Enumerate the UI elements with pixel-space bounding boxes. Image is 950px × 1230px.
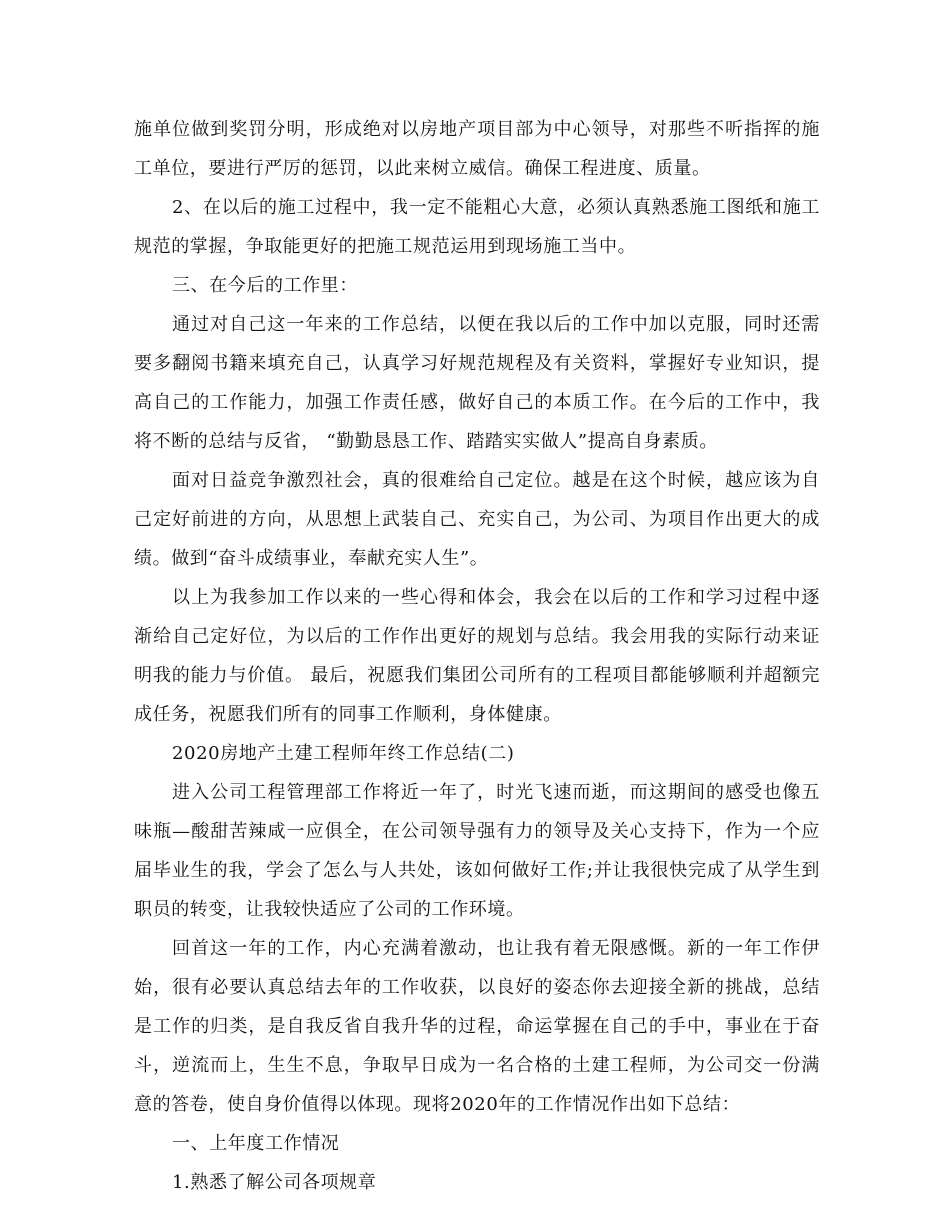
paragraph-2: 2、在以后的施工过程中，我一定不能粗心大意，必须认真熟悉施工图纸和施工规范的掌握，争取能更好的把施工规范运用到现场施工当中。: [134, 197, 820, 257]
paragraph-8: 进入公司工程管理部工作将近一年了，时光飞速而逝，而这期间的感受也像五味瓶—酸甜苦辣咸一应俱全，在公司领导强有力的领导及关心支持下，作为一个应届毕业生的我，学会了怎么与人共处，该如何做好工作;并让我很快完成了从学生到职员的转变，让我较快适应了公司的工作环境。: [134, 782, 820, 920]
paragraph-6: 以上为我参加工作以来的一些心得和体会，我会在以后的工作和学习过程中逐渐给自己定好位，为以后的工作作出更好的规划与总结。我会用我的实际行动来证明我的能力与价值。 最后，祝愿我们集团公司所有的工程项目都能够顺利并超额完成任务，祝愿我们所有的同事工作顺利，身体健康。: [134, 587, 820, 725]
document-body: [134, 110, 820, 1202]
paragraph-9: 回首这一年的工作，内心充满着激动，也让我有着无限感慨。新的一年工作伊始，很有必要认真总结去年的工作收获，以良好的姿态你去迎接全新的挑战，总结是工作的归类，是自我反省自我升华的过程，命运掌握在自己的手中，事业在于奋斗，逆流而上，生生不息，争取早日成为一名合格的土建工程师，为公司交一份满意的答卷，使自身价值得以体现。现将2020年的工作情况作出如下总结：: [134, 938, 820, 1115]
section-heading-10: 一、上年度工作情况: [172, 1133, 340, 1154]
document-subtitle: 2020房地产土建工程师年终工作总结(二): [172, 743, 515, 764]
paragraph-4: 通过对自己这一年来的工作总结，以便在我以后的工作中加以克服，同时还需要多翻阅书籍来填充自己，认真学习好规范规程及有关资料，掌握好专业知识，提高自己的工作能力，加强工作责任感，做好自己的本质工作。在今后的工作中，我将不断的总结与反省， “勤勤恳恳工作、踏踏实实做人”提高自身素质。: [134, 314, 820, 452]
section-heading-3: 三、在今后的工作里：: [172, 275, 358, 296]
paragraph-1: 施单位做到奖罚分明，形成绝对以房地产项目部为中心领导，对那些不听指挥的施工单位，要进行严厉的惩罚，以此来树立威信。确保工程进度、质量。: [134, 119, 820, 179]
list-item-11: 1.熟悉了解公司各项规章: [172, 1172, 377, 1193]
paragraph-5: 面对日益竞争激烈社会，真的很难给自己定位。越是在这个时候，越应该为自己定好前进的方向，从思想上武装自己、充实自己，为公司、为项目作出更大的成绩。做到“奋斗成绩事业，奉献充实人生”。: [134, 470, 820, 569]
